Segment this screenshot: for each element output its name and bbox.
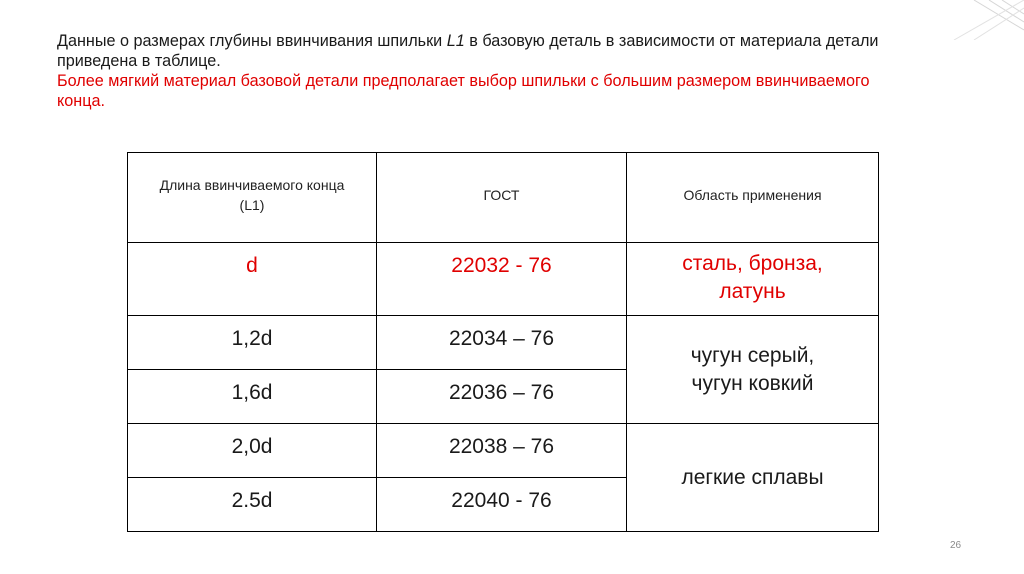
- header-use-label: Область применения: [683, 186, 822, 203]
- cell-gost: 22038 – 76: [377, 424, 627, 478]
- intro-description: [57, 31, 917, 71]
- table-row: [128, 316, 879, 370]
- cell-use-text: сталь, бронза, латунь: [682, 252, 823, 303]
- cell-use: [627, 316, 879, 424]
- header-gost-label: ГОСТ: [483, 186, 520, 203]
- intro-note: Более мягкий материал базовой детали предполагает выбор шпильки с большим размером ввинчиваемого конца.: [57, 72, 870, 110]
- cell-length: 2,0d: [128, 424, 377, 478]
- header-length: [128, 153, 377, 243]
- header-gost: [377, 153, 627, 243]
- header-length-label: Длина ввинчиваемого конца (L1): [159, 176, 345, 213]
- cell-length: 1,6d: [128, 370, 377, 424]
- cell-gost: 22040 - 76: [377, 478, 627, 532]
- cell-length: d: [128, 243, 377, 316]
- intro-description-start: Данные о размерах глубины ввинчивания шпильки: [57, 32, 447, 50]
- table-row: [128, 243, 879, 316]
- cell-length: 1,2d: [128, 316, 377, 370]
- cell-gost: 22036 – 76: [377, 370, 627, 424]
- cell-gost: 22034 – 76: [377, 316, 627, 370]
- cell-length: 2.5d: [128, 478, 377, 532]
- intro-text: [57, 31, 917, 111]
- header-use: [627, 153, 879, 243]
- screw-depth-table: [127, 152, 879, 532]
- variable-l1: L1: [446, 32, 465, 50]
- cell-use: [627, 243, 879, 316]
- intro-description-end: в базовую деталь в зависимости от материала детали приведена в таблице.: [57, 32, 879, 70]
- corner-decoration: [914, 0, 1024, 40]
- cell-use: легкие сплавы: [627, 424, 879, 532]
- table-header-row: [128, 153, 879, 243]
- page-number: 26: [950, 540, 962, 551]
- cell-gost: 22032 - 76: [377, 243, 627, 316]
- table-row: [128, 424, 879, 478]
- cell-use-text: чугун серый, чугун ковкий: [690, 343, 815, 395]
